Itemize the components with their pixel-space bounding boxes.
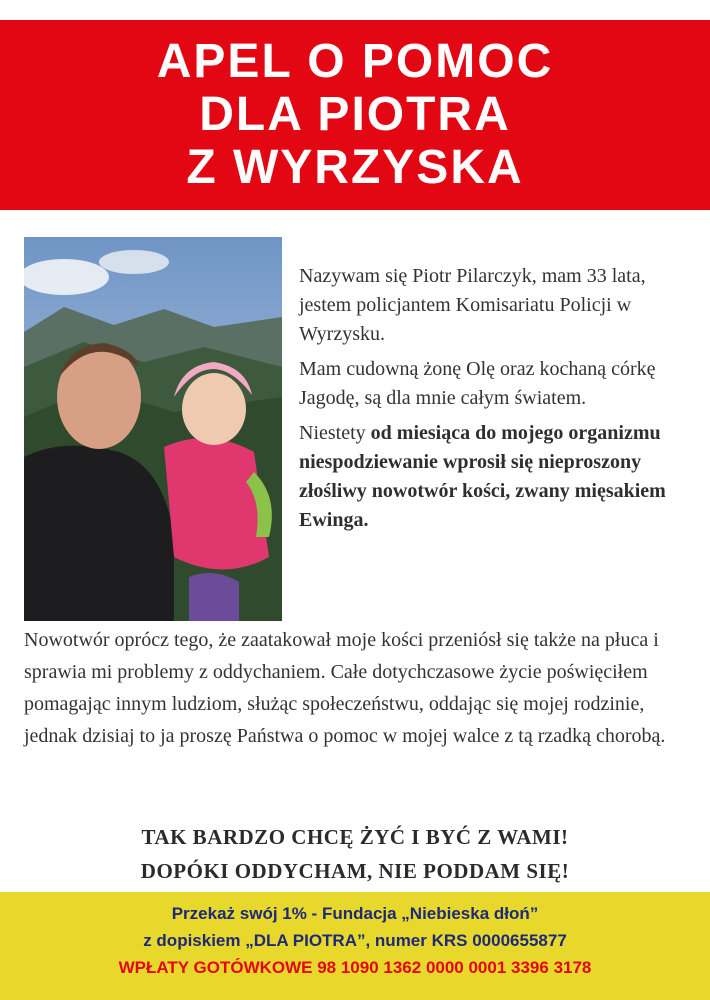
header-line-2: DLA PIOTRA [199, 88, 511, 141]
footer-line-3: WPŁATY GOTÓWKOWE 98 1090 1362 0000 0001 3396 3178 [118, 958, 592, 977]
intro-paragraph-1: Nazywam się Piotr Pilarczyk, mam 33 lata, jestem policjantem Komisariatu Policji w Wyrzysku. [299, 265, 646, 345]
slogan-line-1: TAK BARDZO CHCĘ ŻYĆ I BYĆ Z WAMI! [141, 825, 569, 849]
intro-text [299, 262, 699, 541]
footer-banner [0, 892, 710, 1000]
intro-paragraph-3-prefix: Niestety [299, 422, 371, 444]
header-line-1: APEL O POMOC [156, 35, 554, 88]
intro-paragraph-2: Mam cudowną żonę Olę oraz kochaną córkę Jagodę, są dla mnie całym światem. [299, 358, 656, 409]
body-paragraph: Nowotwór oprócz tego, że zaatakował moje kości przeniósł się także na płuca i sprawia mi problemy z oddychaniem. Całe dotychczasowe życie poświęciłem pomagając innym ludziom, służąc społeczeństwu, oddając się mojej rodzinie, jednak dzisiaj to ja proszę Państwa o pomoc w mojej walce z tą rzadką chorobą. [24, 629, 666, 747]
footer-line-1: Przekaż swój 1% - Fundacja „Niebieska dłoń” [171, 904, 539, 923]
intro-paragraph-3 [299, 419, 699, 535]
header-banner [0, 20, 710, 210]
footer-line-2: z dopiskiem „DLA PIOTRA”, numer KRS 0000655877 [143, 931, 567, 950]
header-line-3: Z WYRZYSKA [186, 141, 524, 194]
family-photo [24, 237, 282, 621]
slogan-line-2: DOPÓKI ODDYCHAM, NIE PODDAM SIĘ! [140, 859, 570, 883]
photo-illustration [24, 237, 282, 621]
slogan [0, 820, 710, 888]
intro-paragraph-3-bold: od miesiąca do mojego organizmu niespodziewanie wprosił się nieproszony złośliwy nowotwór kości, zwany mięsakiem Ewinga. [299, 422, 666, 531]
